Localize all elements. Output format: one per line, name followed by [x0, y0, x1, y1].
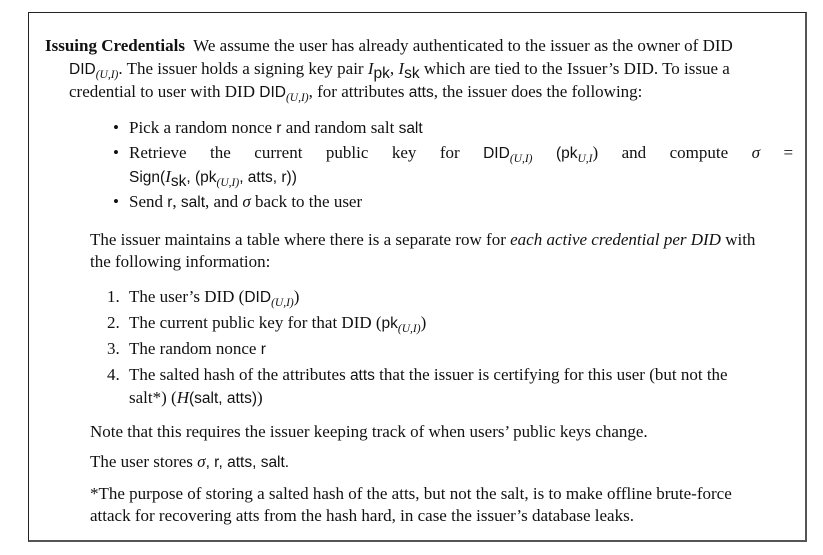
step-pick-nonce: • Pick a random nonce r and random salt salt	[113, 117, 793, 141]
issuing-credentials-box	[28, 12, 807, 542]
field-nonce: 3. The random nonce r	[107, 338, 266, 358]
step-retrieve-and-sign: • Retrieve the current public key for $DID_{(U,I)}$ $(pk_{U,I})$ and compute σ = $Sign(I_{sk}$, ($pk_{(U,I)}$, atts, r))	[113, 142, 793, 189]
notes-block	[90, 421, 793, 528]
box-content	[45, 35, 793, 528]
footnote: *The purpose of storing a salted hash of the atts, but not the salt, is to make offline brute-force attack for recovering atts from the hash hard, in case the issuer’s database leaks.	[90, 483, 732, 525]
table-description: The issuer maintains a table where there is a separate row for each active credential per DID with the following information:	[90, 229, 756, 271]
section-title: Issuing Credentials	[45, 36, 185, 55]
table-fields-list	[107, 286, 793, 411]
step-send-back: • Send r, salt, and σ back to the user	[113, 191, 793, 215]
user-stores-line: The user stores σ, r, atts, salt.	[90, 452, 290, 471]
issuer-steps-list	[113, 117, 793, 215]
field-public-key: 2. The current public key for that DID $(pk_{(U,I)})$	[107, 312, 427, 335]
field-user-did: 1. The user’s DID $(DID_{(U,I)})$	[107, 286, 300, 309]
field-salted-hash: 4. The salted hash of the attributes atts that the issuer is certifying for this user (but not the salt*) (H(salt, atts))	[107, 364, 728, 407]
intro-paragraph: Issuing Credentials We assume the user has already authenticated to the issuer as the owner of DID $DID_{(U,I)}$. The issuer holds a signing key pair $I_{pk}$, $I_{sk}$ which are tied to the Issuer’s DID. To issue a credential to user with DID $DID_{(U,I)}$, for attributes atts, the issuer does the following:	[45, 36, 733, 104]
note-public-keys: Note that this requires the issuer keeping track of when users’ public keys change.	[90, 421, 648, 441]
